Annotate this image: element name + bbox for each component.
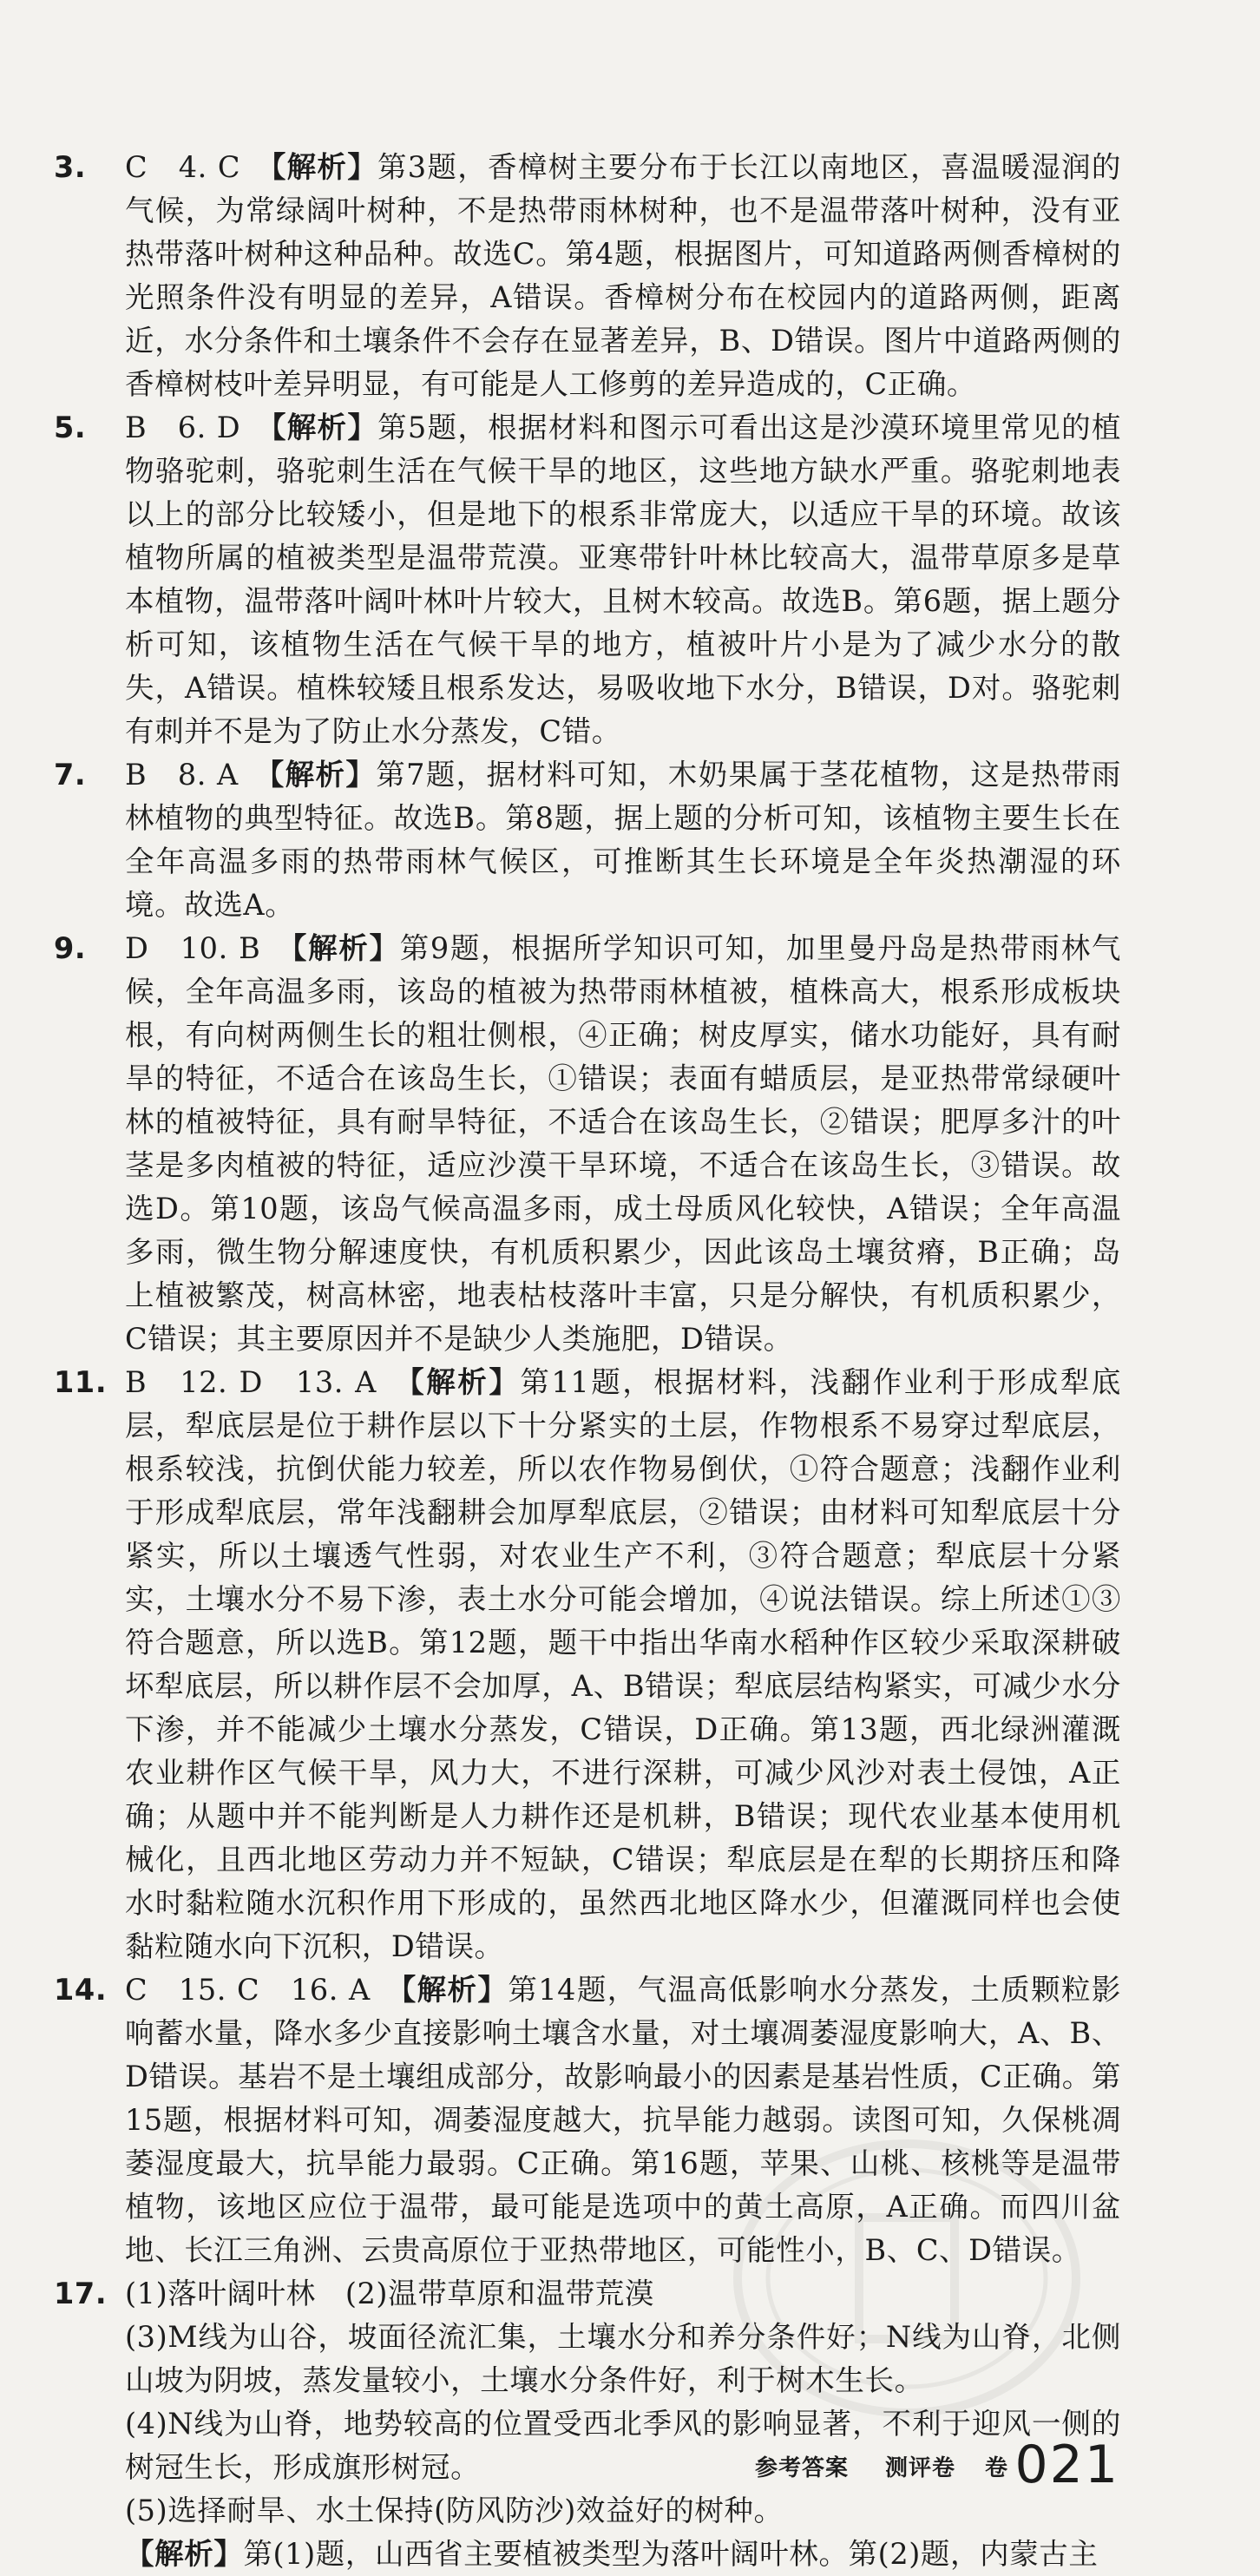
analysis-text: 第3题，香樟树主要分布于长江以南地区，喜温暖湿润的气候，为常绿阔叶树种，不是热带雨林树种，也不是温带落叶树种，没有亚热带落叶树种这种品种。故选C。第4题，根据图片，可知道路两侧香樟树的光照条件没有明显的差异，A错误。香樟树分布在校园内的道路两侧，距离近，水分条件和土壤条件不会存在显著差异，B、D错误。图片中道路两侧的香樟树枝叶差异明显，有可能是人工修剪的差异造成的，C正确。 bbox=[125, 150, 1122, 401]
analysis-text: 第11题，根据材料，浅翻作业利于形成犁底层，犁底层是位于耕作层以下十分紧实的土层，作物根系不易穿过犁底层，根系较浅，抗倒伏能力较差，所以农作物易倒伏，①符合题意；浅翻作业利于形成犁底层，常年浅翻耕会加厚犁底层，②错误；由材料可知犁底层十分紧实，所以土壤透气性弱，对农业生产不利，③符合题意；犁底层十分紧实，土壤水分不易下渗，表土水分可能会增加，④说法错误。综上所述①③符合题意，所以选B。第12题，题干中指出华南水稻种作区较少采取深耕破坏犁底层，所以耕作层不会加厚，A、B错误；犁底层结构紧实，可减少水分下渗，并不能减少土壤水分蒸发，C错误，D正确。第13题，西北绿洲灌溉农业耕作区气候干旱，风力大，不进行深耕，可减少风沙对表土侵蚀，A正确；从题中并不能判断是人力耕作还是机耕，B错误；现代农业基本使用机械化，且西北地区劳动力并不短缺，C错误；犁底层是在犁的长期挤压和降水时黏粒随水沉积作用下形成的，虽然西北地区降水少，但灌溉同样也会使黏粒随水向下沉积，D错误。 bbox=[125, 1365, 1121, 1963]
q17-answer-3: (3)M线为山谷，坡面径流汇集，土壤水分和养分条件好；N线为山脊，北侧山坡为阴坡，蒸发量较小，土壤水分条件好，利于树木生长。 bbox=[125, 2320, 1121, 2397]
answer-lead: B 12. D 13. A bbox=[125, 1365, 410, 1399]
answer-item-7-8 bbox=[54, 753, 1121, 927]
question-number: 11. bbox=[54, 1365, 108, 1399]
answer-lead: C 15. C 16. A bbox=[125, 1973, 402, 2007]
answer-item-14-16 bbox=[54, 1968, 1121, 2272]
question-number: 17. bbox=[54, 2277, 108, 2310]
q17-answer-5: (5)选择耐旱、水土保持(防风防沙)效益好的树种。 bbox=[125, 2494, 784, 2527]
q17-analysis bbox=[125, 2533, 1121, 2576]
analysis-tag: 【解析】 bbox=[409, 1365, 521, 1399]
question-number: 5. bbox=[54, 411, 87, 444]
answer-item-3-4 bbox=[54, 146, 1121, 406]
question-number: 7. bbox=[54, 758, 87, 792]
analysis-text: 第14题，气温高低影响水分蒸发，土质颗粒影响蓄水量，降水多少直接影响土壤含水量，对土壤凋萎湿度影响大，A、B、D错误。基岩不是土壤组成部分，故影响最小的因素是基岩性质，C正确。第15题，根据材料可知，凋萎湿度越大，抗旱能力越弱。读图可知，久保桃凋萎湿度最大，抗旱能力最弱。C正确。第16题，苹果、山桃、核桃等是温带植物，该地区应位于温带，最可能是选项中的黄土高原，A正确。而四川盆地、长江三角洲、云贵高原位于亚热带地区，可能性小，B、C、D错误。 bbox=[125, 1973, 1122, 2267]
analysis-tag: 【解析】 bbox=[269, 758, 377, 792]
analysis-text: 第(1)题，山西省主要植被类型为落叶阔叶林。第(2)题，内蒙古主 bbox=[243, 2537, 1099, 2571]
page-footer bbox=[755, 2430, 1119, 2493]
q17-answer-4: (4)N线为山脊，地势较高的位置受西北季风的影响显著，不利于迎风一侧的树冠生长，形成旗形树冠。 bbox=[125, 2407, 1121, 2484]
answer-item-11-13 bbox=[54, 1361, 1121, 1968]
answer-item-17 bbox=[54, 2272, 1121, 2576]
answer-content bbox=[54, 146, 1121, 2576]
answer-item-9-10 bbox=[54, 927, 1121, 1361]
analysis-tag: 【解析】 bbox=[271, 150, 377, 184]
analysis-tag: 【解析】 bbox=[271, 411, 378, 444]
analysis-text: 第5题，根据材料和图示可看出这是沙漠环境里常见的植物骆驼刺，骆驼刺生活在气候干旱的地区，这些地方缺水严重。骆驼刺地表以上的部分比较矮小，但是地下的根系非常庞大，以适应干旱的环境。故该植物所属的植被类型是温带荒漠。亚寒带针叶林比较高大，温带草原多是草本植物，温带落叶阔叶林叶片较大，且树木较高。故选B。第6题，据上题分析可知，该植物生活在气候干旱的地方，植被叶片小是为了减少水分的散失，A错误。植株较矮且根系发达，易吸收地下水分，B错误，D对。骆驼刺有刺并不是为了防止水分蒸发，C错。 bbox=[125, 411, 1121, 748]
answer-lead: B 6. D bbox=[125, 411, 272, 444]
question-number: 9. bbox=[54, 931, 87, 965]
footer-test-paper: 测评卷 bbox=[885, 2455, 956, 2481]
answer-item-5-6 bbox=[54, 406, 1121, 753]
answer-lead: C 4. C bbox=[125, 150, 272, 184]
analysis-text: 第9题，根据所学知识可知，加里曼丹岛是热带雨林气候，全年高温多雨，该岛的植被为热带雨林植被，植株高大，根系形成板块根，有向树两侧生长的粗壮侧根，④正确；树皮厚实，储水功能好，具有耐旱的特征，不适合在该岛生长，①错误；表面有蜡质层，是亚热带常绿硬叶林的植被特征，具有耐旱特征，不适合在该岛生长，②错误；肥厚多汁的叶茎是多肉植被的特征，适应沙漠干旱环境，不适合在该岛生长，③错误。故选D。第10题，该岛气候高温多雨，成土母质风化较快，A错误；全年高温多雨，微生物分解速度快，有机质积累少，因此该岛土壤贫瘠，B正确；岛上植被繁茂，树高林密，地表枯枝落叶丰富，只是分解快，有机质积累少，C错误；其主要原因并不是缺少人类施肥，D错误。 bbox=[125, 931, 1122, 1356]
analysis-text: 第7题，据材料可知，木奶果属于茎花植物，这是热带雨林植物的典型特征。故选B。第8题，据上题的分析可知，该植物主要生长在全年高温多雨的热带雨林气候区，可推断其生长环境是全年炎热潮湿的环境。故选A。 bbox=[125, 758, 1122, 922]
analysis-tag: 【解析】 bbox=[401, 1973, 509, 2007]
analysis-tag: 【解析】 bbox=[125, 2537, 244, 2571]
footer-reference-answer: 参考答案 bbox=[755, 2455, 850, 2481]
footer-volume: 卷 bbox=[985, 2455, 1009, 2481]
answer-lead: B 8. A bbox=[125, 758, 270, 792]
q17-answer-1-2: (1)落叶阔叶林 (2)温带草原和温带荒漠 bbox=[125, 2277, 655, 2310]
page-number: 021 bbox=[1014, 2435, 1119, 2495]
question-number: 14. bbox=[54, 1973, 108, 2007]
answer-lead: D 10. B bbox=[125, 931, 292, 965]
analysis-tag: 【解析】 bbox=[292, 931, 400, 965]
question-number: 3. bbox=[54, 150, 87, 184]
